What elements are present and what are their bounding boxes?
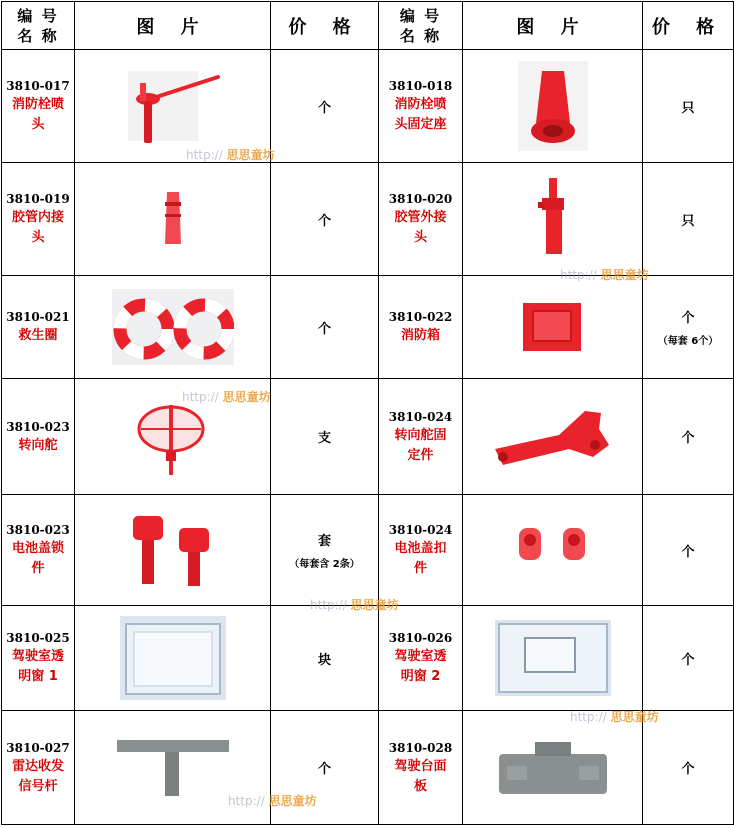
watermark: http:// 思思童坊 — [228, 794, 317, 808]
part-picture — [75, 276, 271, 379]
header-code-name-2: 编 号 名 称 — [379, 2, 463, 50]
parts-table — [1, 1, 734, 825]
part-picture — [75, 163, 271, 276]
part-price: 个 — [271, 50, 379, 163]
hose-inner-connector-image — [153, 184, 193, 254]
hydrant-nozzle-image — [118, 61, 228, 151]
part-price: 套 （每套含 2条） — [271, 495, 379, 606]
part-price: 个 — [643, 495, 734, 606]
hydrant-base-image — [518, 61, 588, 151]
table-row — [2, 606, 734, 711]
part-code-name: 3810-017 消防栓喷 头 — [2, 50, 75, 163]
header-code-name: 编 号 名 称 — [2, 2, 75, 50]
part-price: 个 — [271, 711, 379, 825]
table-row — [2, 379, 734, 495]
rudder-mount-image — [489, 401, 617, 473]
table-row — [2, 711, 734, 825]
part-code-name: 3810-020 胶管外接 头 — [379, 163, 463, 276]
part-price: 个 — [643, 606, 734, 711]
part-code-name: 3810-028 驾驶台面 板 — [379, 711, 463, 825]
fire-box-image — [521, 299, 585, 355]
part-picture — [463, 379, 643, 495]
header-picture-2: 图 片 — [463, 2, 643, 50]
part-picture — [463, 711, 643, 825]
watermark: http:// 思思童坊 — [186, 148, 275, 162]
part-picture — [75, 495, 271, 606]
part-picture — [463, 276, 643, 379]
part-code-name: 3810-022 消防箱 — [379, 276, 463, 379]
part-price: 个 — [643, 711, 734, 825]
part-code-name: 3810-023 转向舵 — [2, 379, 75, 495]
part-picture — [463, 50, 643, 163]
part-picture — [463, 163, 643, 276]
part-picture — [75, 50, 271, 163]
battery-cover-lock-image — [123, 510, 223, 590]
part-picture — [75, 606, 271, 711]
part-code-name: 3810-021 救生圈 — [2, 276, 75, 379]
watermark: http:// 思思童坊 — [182, 390, 271, 404]
part-code-name: 3810-024 转向舵固 定件 — [379, 379, 463, 495]
part-picture — [75, 711, 271, 825]
part-picture — [75, 379, 271, 495]
watermark: http:// 思思童坊 — [570, 710, 659, 724]
part-price: 块 — [271, 606, 379, 711]
watermark: http:// 思思童坊 — [560, 268, 649, 282]
rudder-image — [133, 395, 213, 479]
header-price-2: 价 格 — [643, 2, 734, 50]
part-price: 只 — [643, 163, 734, 276]
part-code-name: 3810-019 胶管内接 头 — [2, 163, 75, 276]
part-price: 只 — [643, 50, 734, 163]
watermark: http:// 思思童坊 — [310, 598, 399, 612]
cab-window-2-image — [495, 620, 611, 696]
part-code-name: 3810-024 电池盖扣 件 — [379, 495, 463, 606]
part-code-name: 3810-026 驾驶室透 明窗 2 — [379, 606, 463, 711]
battery-cover-clip-image — [513, 520, 593, 580]
radar-signal-rod-image — [115, 736, 231, 800]
header-price: 价 格 — [271, 2, 379, 50]
part-price: 个 — [271, 163, 379, 276]
table-row — [2, 495, 734, 606]
table-row — [2, 163, 734, 276]
part-price: 支 — [271, 379, 379, 495]
part-price: 个 （每套 6个） — [643, 276, 734, 379]
part-picture — [463, 495, 643, 606]
part-picture — [463, 606, 643, 711]
part-price: 个 — [643, 379, 734, 495]
table-row — [2, 276, 734, 379]
header-picture: 图 片 — [75, 2, 271, 50]
part-code-name: 3810-025 驾驶室透 明窗 1 — [2, 606, 75, 711]
part-code-name: 3810-027 雷达收发 信号杆 — [2, 711, 75, 825]
part-code-name: 3810-023 电池盖锁 件 — [2, 495, 75, 606]
header-row — [2, 2, 734, 50]
life-ring-image — [112, 289, 234, 365]
table-row — [2, 50, 734, 163]
hose-outer-connector-image — [528, 174, 578, 264]
part-code-name: 3810-018 消防栓喷 头固定座 — [379, 50, 463, 163]
part-price: 个 — [271, 276, 379, 379]
bridge-panel-image — [495, 736, 611, 800]
cab-window-1-image — [120, 616, 226, 700]
